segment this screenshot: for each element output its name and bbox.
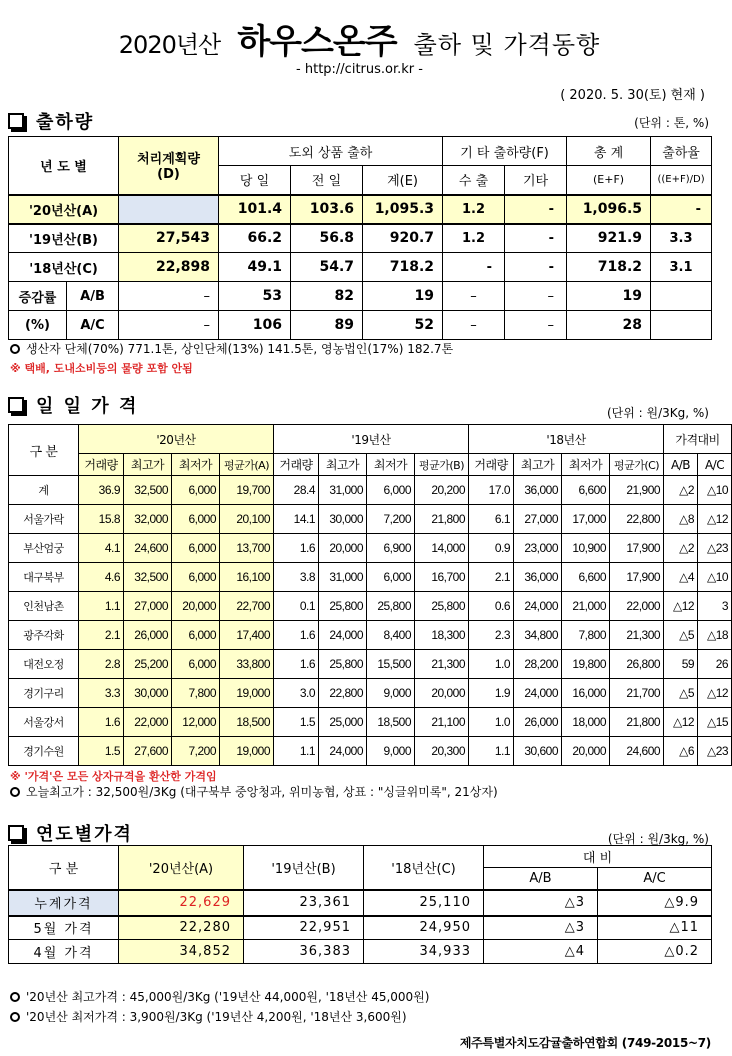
price-cell: 36,000 [514, 476, 562, 505]
price-cell: 20,000 [562, 737, 610, 766]
price-cell: 21,900 [610, 476, 664, 505]
price-cell: 3.8 [274, 563, 319, 592]
price-cell: 20,000 [415, 679, 469, 708]
price-cell: 17,000 [562, 505, 610, 534]
table-row [9, 621, 732, 650]
price-cell: 18,500 [220, 708, 274, 737]
checkbox-square-icon [8, 397, 24, 413]
table-row: '19년산(B) 27,543 66.2 56.8 920.7 1.2 - 921.9 3.3 [9, 224, 712, 253]
price-cell: △8 [664, 505, 698, 534]
table-row: 4월 가격 34,852 36,383 34,933 △4 △0.2 [9, 940, 712, 964]
group-2020: '20년산 [79, 425, 274, 454]
daily-unit: (단위 : 원/3Kg, %) [606, 406, 709, 420]
circle-bullet-icon [10, 344, 20, 354]
price-cell: 16,000 [562, 679, 610, 708]
price-cell: 4.6 [79, 563, 124, 592]
price-cell: 2.1 [79, 621, 124, 650]
table-row [9, 650, 732, 679]
table-row: '18년산(C) 22,898 49.1 54.7 718.2 - - 718.2 3.1 [9, 253, 712, 282]
price-cell: 19,800 [562, 650, 610, 679]
price-cell: 0.1 [274, 592, 319, 621]
price-cell: 21,300 [415, 650, 469, 679]
market-name: 인천남촌 [9, 592, 79, 621]
price-cell: 12,000 [172, 708, 220, 737]
price-cell: 1.5 [274, 708, 319, 737]
price-cell: 6,000 [172, 534, 220, 563]
market-name: 경기수원 [9, 737, 79, 766]
price-cell: 10,900 [562, 534, 610, 563]
group-compare: 가격대비 [664, 425, 732, 454]
table-row [9, 476, 732, 505]
price-cell: 30,600 [514, 737, 562, 766]
table-row: 누계가격 22,629 23,361 25,110 △3 △9.9 [9, 890, 712, 916]
price-cell: 6,000 [172, 621, 220, 650]
table-row [9, 563, 732, 592]
price-cell: 22,000 [610, 592, 664, 621]
daily-body [9, 476, 732, 766]
price-cell: 25,000 [319, 708, 367, 737]
price-cell: 0.9 [469, 534, 514, 563]
shipment-warning: ※ 택배, 도내소비등의 물량 포함 안됨 [10, 362, 193, 375]
shipment-unit: (단위 : 톤, %) [634, 116, 709, 130]
price-cell: 1.9 [469, 679, 514, 708]
price-cell: 7,200 [367, 505, 415, 534]
table-row: 증감률 A/B – 53 82 19 – – 19 [9, 282, 712, 311]
title-suffix: 출하 및 가격동향 [413, 31, 601, 59]
price-cell: 20,000 [172, 592, 220, 621]
header-2020: '20년산(A) [119, 846, 244, 890]
price-cell: 26,000 [514, 708, 562, 737]
price-cell: 1.1 [469, 737, 514, 766]
price-cell: 6,000 [172, 505, 220, 534]
price-cell: 36,000 [514, 563, 562, 592]
price-cell: 2.3 [469, 621, 514, 650]
price-cell: 6,000 [367, 476, 415, 505]
market-name: 서울가락 [9, 505, 79, 534]
price-cell: 26 [698, 650, 732, 679]
circle-bullet-icon [10, 787, 20, 797]
price-cell: 1.1 [274, 737, 319, 766]
price-cell: 25,800 [415, 592, 469, 621]
price-cell: △12 [698, 505, 732, 534]
price-cell: 28,200 [514, 650, 562, 679]
daily-price-table: 구 분 '20년산 '19년산 '18년산 가격대비 거래량 최고가 최저가 평균가(A) 거래량 최고가 최저가 평균가(B) 거래량 최고가 최저가 평균가(C) A/B A/C 계 36.9 32,500 6,000 19,700 28.4 31,000 6,000 20,200 17.0 36,000 6,600 21,900 △2 △10 서울가락 15.8 32,000 6,000 20,100 14.1 30,000 7,200 21,800 6.1 27,000 17,000 22,800 △8 △12 부산엄궁 4.1 24,600 6,000 13,700 1.6 20,000 6,900 14,000 0.9 23,000 10,900 17,900 △2 △23 대구북부 4.6 32,500 6,000 16,100 3.8 31,000 6,000 16,700 2.1 36,000 6,600 17,900 △4 △10 인천남촌 1.1 27,000 20,000 22,700 0.1 25,800 25,800 25,800 0.6 24,000 21,000 22,000 △12 3 광주각화 2.1 26,000 6,000 17,400 1.6 24,000 8,400 18,300 2.3 34,800 7,800 21,300 △5 △18 대전오정 2.8 25,200 6,000 33,800 1.6 25,800 15,500 21,300 1.0 28,200 19,800 26,800 59 26 경기구리 3.3 30,000 7,800 19,000 3.0 22,800 9,000 20,000 1.9 24,000 16,000 21,700 △5 △12 서울강서 1.6 22,000 12,000 18,500 1.5 25,000 18,500 21,100 1.0 26,000 18,000 21,800 △12 △15 경기수원 1.5 27,600 7,200 19,000 1.1 24,000 9,000 20,300 1.1 30,600 20,000 24,600 △6 △23 [8, 424, 732, 766]
price-cell: 3.3 [79, 679, 124, 708]
price-cell: 6,900 [367, 534, 415, 563]
price-cell: 28.4 [274, 476, 319, 505]
page-title [0, 14, 719, 63]
price-cell: 2.8 [79, 650, 124, 679]
price-cell: 25,800 [319, 650, 367, 679]
title-prefix: 2020년산 [118, 31, 221, 59]
header-total-sub: (E+F) [567, 166, 651, 195]
daily-note: ※ '가격'은 모든 상자규격을 환산한 가격임 [10, 770, 217, 783]
price-cell: 27,000 [514, 505, 562, 534]
price-cell: 20,200 [415, 476, 469, 505]
price-cell: 6.1 [469, 505, 514, 534]
table-row [9, 505, 732, 534]
market-name: 계 [9, 476, 79, 505]
header-outside: 도외 상품 출하 [219, 137, 443, 166]
price-cell: 22,800 [319, 679, 367, 708]
price-cell: 17,900 [610, 534, 664, 563]
market-name: 대전오정 [9, 650, 79, 679]
table-row [9, 592, 732, 621]
price-cell: 1.6 [274, 650, 319, 679]
price-cell: 31,000 [319, 563, 367, 592]
price-cell: 21,800 [415, 505, 469, 534]
header-total: 총 계 [567, 137, 651, 166]
price-cell: 26,000 [124, 621, 172, 650]
group-2019: '19년산 [274, 425, 469, 454]
price-cell: 13,700 [220, 534, 274, 563]
price-cell: 1.0 [469, 708, 514, 737]
price-cell: 6,600 [562, 476, 610, 505]
price-cell: 7,800 [562, 621, 610, 650]
price-cell: 23,000 [514, 534, 562, 563]
header-rate: 출하율 [651, 137, 712, 166]
price-cell: 22,800 [610, 505, 664, 534]
price-cell: 59 [664, 650, 698, 679]
header-other: 기타 [505, 166, 567, 195]
table-row [9, 534, 732, 563]
price-cell: 0.6 [469, 592, 514, 621]
shipment-note: 생산자 단체(70%) 771.1톤, 상인단체(13%) 141.5톤, 영농법인(17%) 182.7톤 [10, 340, 453, 357]
price-cell: 19,700 [220, 476, 274, 505]
price-cell: △6 [664, 737, 698, 766]
price-cell: 36.9 [79, 476, 124, 505]
table-row: '20년산(A) 101.4 103.6 1,095.3 1.2 - 1,096.5 - [9, 195, 712, 224]
price-cell: 24,000 [319, 737, 367, 766]
yearly-high-note: '20년산 최고가격 : 45,000원/3Kg ('19년산 44,000원, '18년산 45,000원) [10, 988, 429, 1005]
price-cell: 17,900 [610, 563, 664, 592]
price-cell: 24,600 [610, 737, 664, 766]
price-cell: 3.0 [274, 679, 319, 708]
price-cell: 24,000 [514, 592, 562, 621]
title-main: 하우스온주 [237, 22, 397, 62]
header-year: 년 도 별 [9, 137, 119, 195]
shipment-table [8, 136, 712, 340]
price-cell: 21,800 [610, 708, 664, 737]
price-cell: 34,800 [514, 621, 562, 650]
shipment-heading: 출하량 [8, 108, 94, 134]
yearly-unit: (단위 : 원/3kg, %) [607, 832, 709, 846]
yearly-price-table: 구 분 '20년산(A) '19년산(B) '18년산(C) 대 비 A/B A/C 누계가격 22,629 23,361 25,110 △3 △9.9 5월 가격 22,280 22,951 24,950 △3 △11 4월 가격 34,852 36,383 34,933 △4 △0.2 [8, 845, 712, 964]
price-cell: 32,000 [124, 505, 172, 534]
price-cell: 22,000 [124, 708, 172, 737]
price-cell: 30,000 [124, 679, 172, 708]
table-row: (%) A/C – 106 89 52 – – 28 [9, 311, 712, 340]
daily-col-label: 구 분 [9, 425, 79, 476]
header-today: 당 일 [219, 166, 291, 195]
yearly-col-label: 구 분 [9, 846, 119, 890]
price-cell: 6,000 [367, 563, 415, 592]
price-cell: 20,000 [319, 534, 367, 563]
yearly-low-note: '20년산 최저가격 : 3,900원/3Kg ('19년산 4,200원, '18년산 3,600원) [10, 1008, 407, 1025]
price-cell: 7,800 [172, 679, 220, 708]
checkbox-square-icon [8, 825, 24, 841]
header-sum: 계(E) [363, 166, 443, 195]
header-etc: 기 타 출하량(F) [443, 137, 567, 166]
price-cell: 21,300 [610, 621, 664, 650]
header-rate-sub: ((E+F)/D) [651, 166, 712, 195]
site-url[interactable]: - http://citrus.or.kr - [296, 62, 423, 77]
price-cell: 25,800 [319, 592, 367, 621]
price-cell: △12 [698, 679, 732, 708]
price-cell: 8,400 [367, 621, 415, 650]
price-cell: 14,000 [415, 534, 469, 563]
price-cell: 9,000 [367, 737, 415, 766]
price-cell: 19,000 [220, 679, 274, 708]
price-cell: △12 [664, 592, 698, 621]
table-row [9, 737, 732, 766]
price-cell: 1.6 [79, 708, 124, 737]
price-cell: 15,500 [367, 650, 415, 679]
market-name: 대구북부 [9, 563, 79, 592]
price-cell: △2 [664, 534, 698, 563]
price-cell: 30,000 [319, 505, 367, 534]
price-cell: 27,000 [124, 592, 172, 621]
price-cell: 4.1 [79, 534, 124, 563]
price-cell: 6,000 [172, 650, 220, 679]
price-cell: 6,600 [562, 563, 610, 592]
price-cell: △5 [664, 621, 698, 650]
price-cell: 18,300 [415, 621, 469, 650]
price-cell: 32,500 [124, 476, 172, 505]
price-cell: △18 [698, 621, 732, 650]
price-cell: △12 [664, 708, 698, 737]
price-cell: △4 [664, 563, 698, 592]
market-name: 경기구리 [9, 679, 79, 708]
price-cell: 16,100 [220, 563, 274, 592]
price-cell: 7,200 [172, 737, 220, 766]
price-cell: 27,600 [124, 737, 172, 766]
yearly-heading: 연도별가격 [8, 820, 133, 846]
header-prev: 전 일 [291, 166, 363, 195]
price-cell: 25,200 [124, 650, 172, 679]
table-row [9, 708, 732, 737]
price-cell: 26,800 [610, 650, 664, 679]
footer-org: 제주특별자치도감귤출하연합회 (749-2015~7) [459, 1036, 711, 1050]
price-cell: △10 [698, 476, 732, 505]
price-cell: 24,000 [514, 679, 562, 708]
price-cell: 20,300 [415, 737, 469, 766]
market-name: 부산엄궁 [9, 534, 79, 563]
price-cell: 20,100 [220, 505, 274, 534]
price-cell: 3 [698, 592, 732, 621]
daily-high-note: 오늘최고가 : 32,500원/3Kg (대구북부 중앙청과, 위미농협, 상표 : "싱글위미록", 21상자) [10, 783, 498, 800]
header-plan: 처리계획량 (D) [119, 137, 219, 195]
price-cell: △10 [698, 563, 732, 592]
price-cell: 6,000 [172, 563, 220, 592]
table-row: 5월 가격 22,280 22,951 24,950 △3 △11 [9, 916, 712, 940]
market-name: 광주각화 [9, 621, 79, 650]
price-cell: 19,000 [220, 737, 274, 766]
price-cell: 16,700 [415, 563, 469, 592]
daily-heading: 일 일 가 격 [8, 392, 138, 418]
price-cell: 18,500 [367, 708, 415, 737]
table-row [9, 679, 732, 708]
price-cell: 14.1 [274, 505, 319, 534]
checkbox-square-icon [8, 113, 24, 129]
price-cell: 1.6 [274, 534, 319, 563]
price-cell: 1.5 [79, 737, 124, 766]
price-cell: 32,500 [124, 563, 172, 592]
header-2019: '19년산(B) [244, 846, 364, 890]
price-cell: △2 [664, 476, 698, 505]
market-name: 서울강서 [9, 708, 79, 737]
price-cell: 21,000 [562, 592, 610, 621]
price-cell: △23 [698, 737, 732, 766]
price-cell: 2.1 [469, 563, 514, 592]
header-2018: '18년산(C) [364, 846, 484, 890]
price-cell: 17.0 [469, 476, 514, 505]
price-cell: 24,000 [319, 621, 367, 650]
price-cell: 17,400 [220, 621, 274, 650]
price-cell: 1.0 [469, 650, 514, 679]
price-cell: 22,700 [220, 592, 274, 621]
header-export: 수 출 [443, 166, 505, 195]
price-cell: 9,000 [367, 679, 415, 708]
price-cell: 31,000 [319, 476, 367, 505]
price-cell: △23 [698, 534, 732, 563]
report-date: ( 2020. 5. 30(토) 현재 ) [560, 88, 705, 103]
header-compare: 대 비 [484, 846, 712, 868]
circle-bullet-icon [10, 992, 20, 1002]
group-2018: '18년산 [469, 425, 664, 454]
price-cell: 15.8 [79, 505, 124, 534]
price-cell: 1.6 [274, 621, 319, 650]
price-cell: 24,600 [124, 534, 172, 563]
price-cell: 21,700 [610, 679, 664, 708]
price-cell: 6,000 [172, 476, 220, 505]
price-cell: 18,000 [562, 708, 610, 737]
price-cell: 25,800 [367, 592, 415, 621]
price-cell: △15 [698, 708, 732, 737]
price-cell: △5 [664, 679, 698, 708]
price-cell: 33,800 [220, 650, 274, 679]
price-cell: 1.1 [79, 592, 124, 621]
circle-bullet-icon [10, 1012, 20, 1022]
price-cell: 21,100 [415, 708, 469, 737]
